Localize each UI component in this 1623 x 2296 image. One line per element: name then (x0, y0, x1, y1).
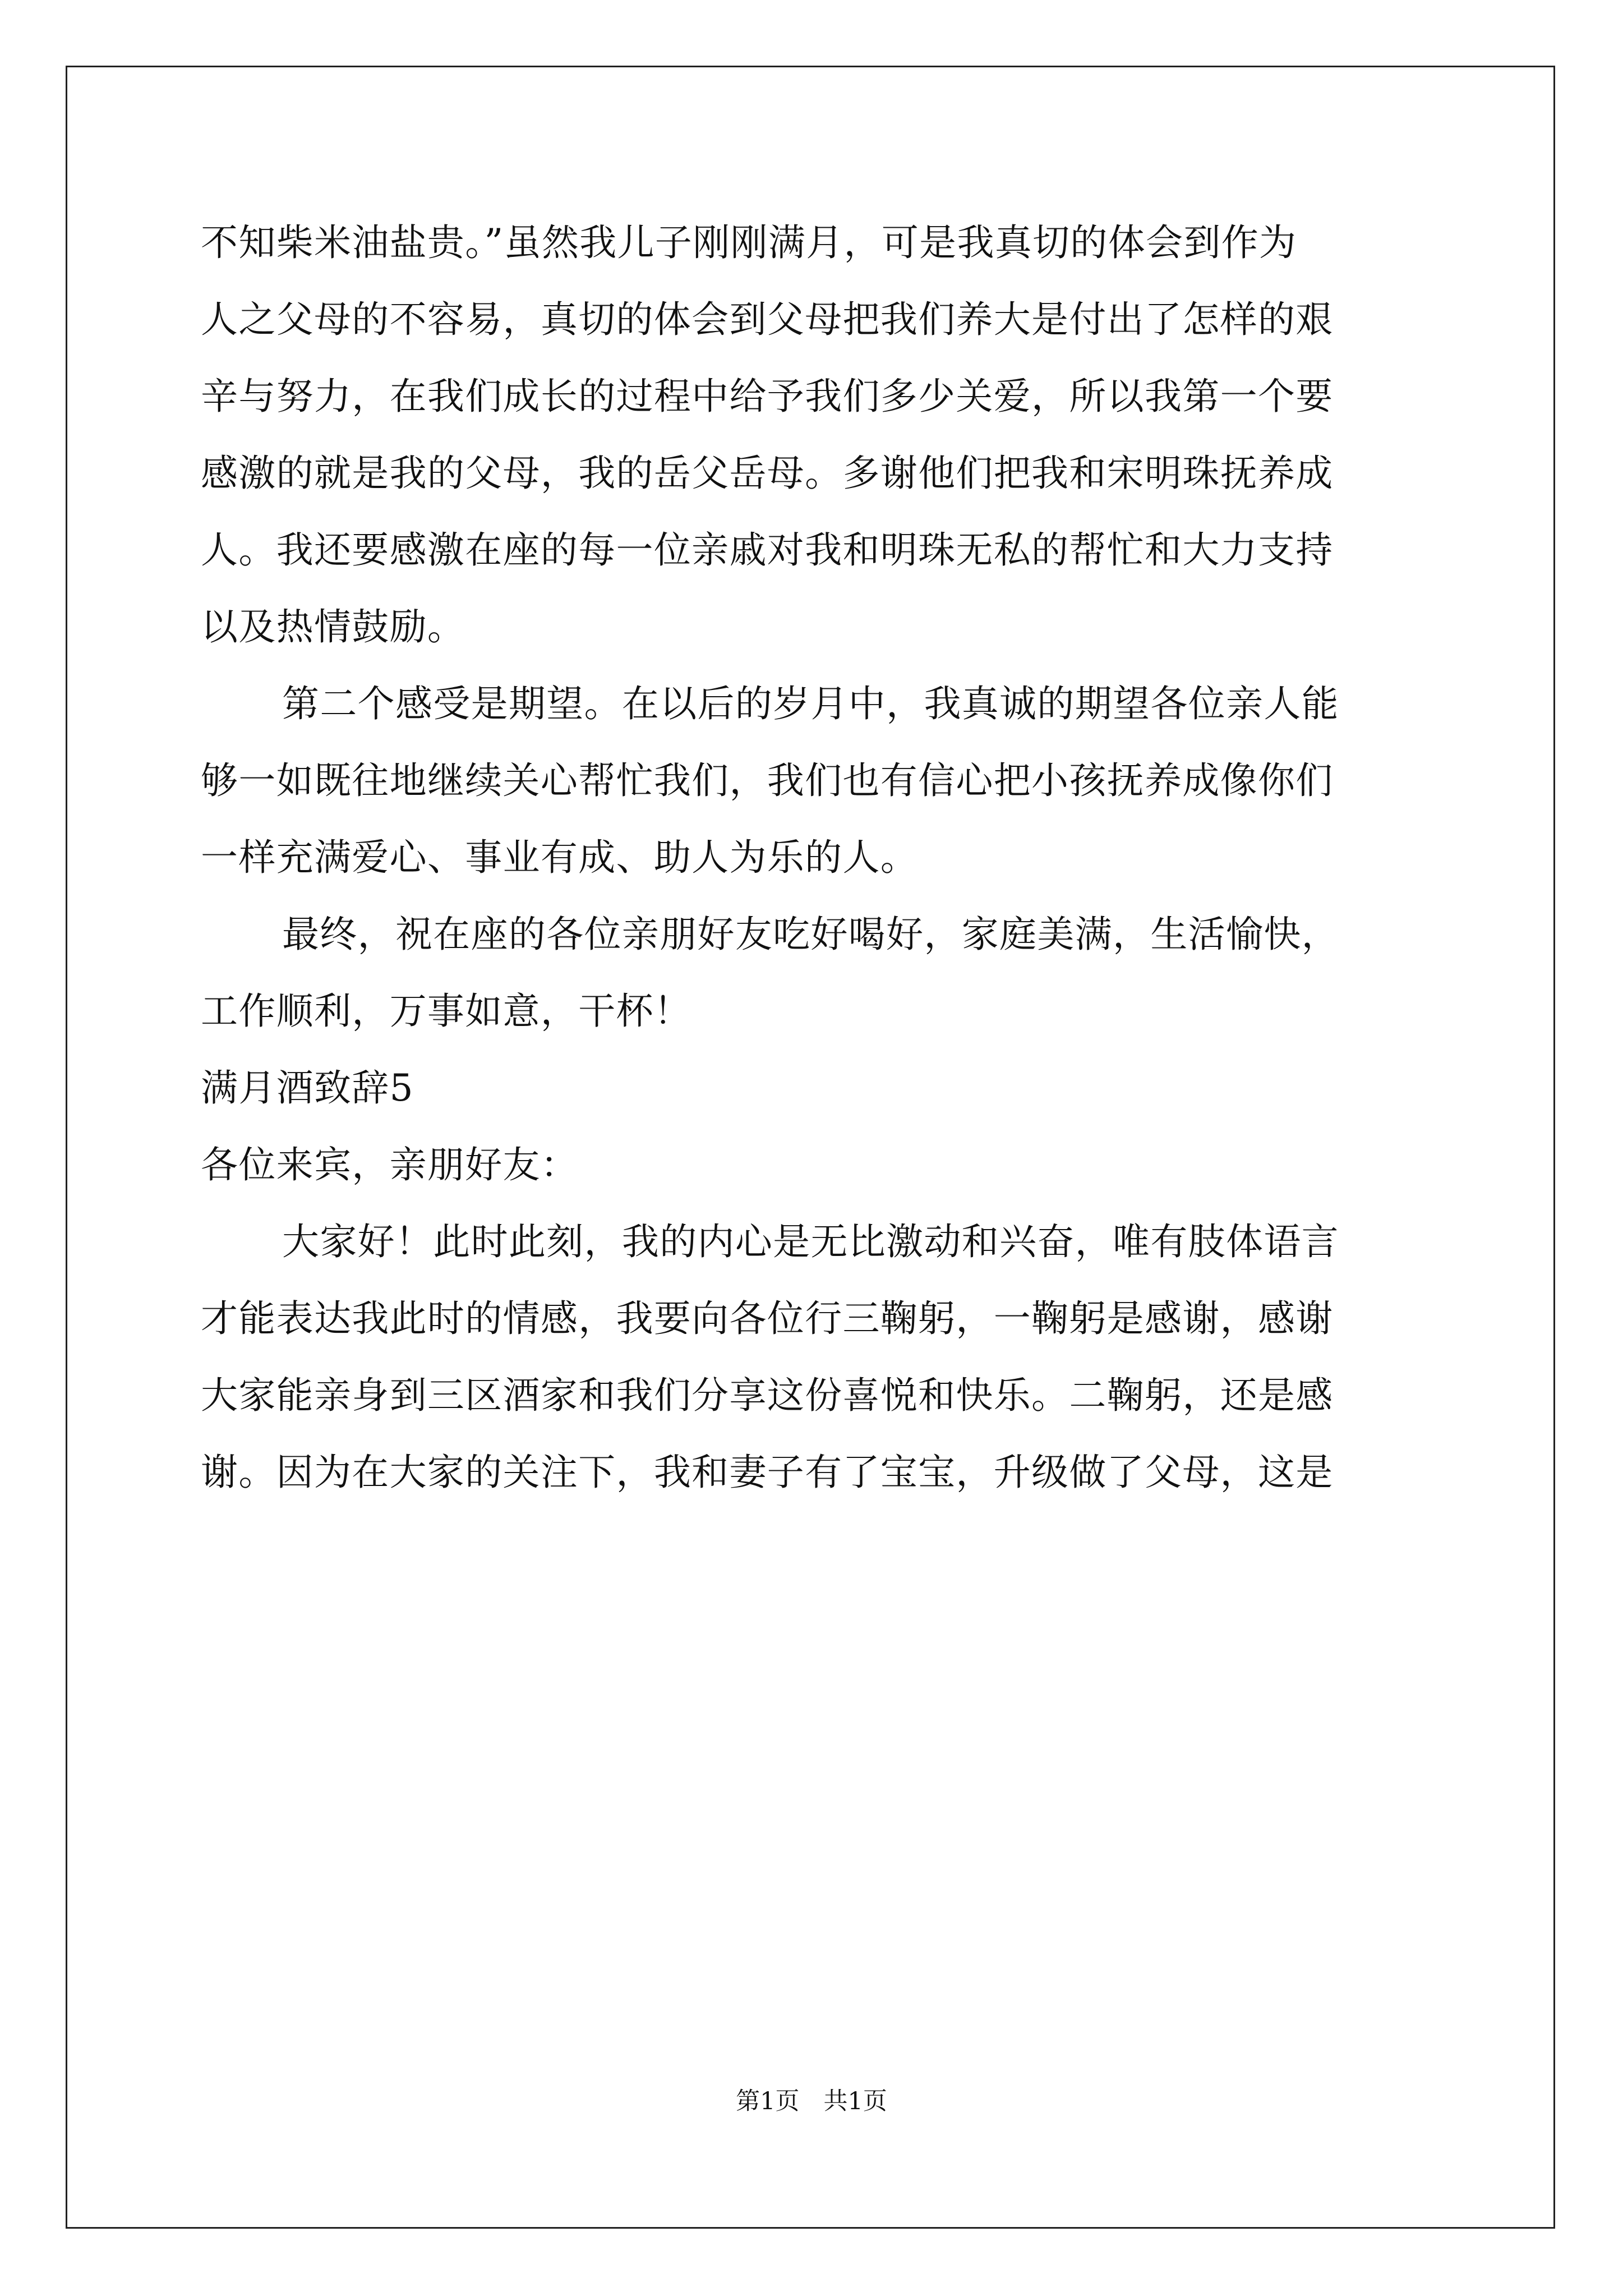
text-line: 够一如既往地继续关心帮忙我们，我们也有信心把小孩抚养成像你们 (201, 759, 1334, 802)
text-line: 谢。因为在大家的关注下，我和妻子有了宝宝，升级做了父母，这是 (201, 1451, 1334, 1494)
text-line: 人之父母的不容易，真切的体会到父母把我们养大是付出了怎样的艰 (201, 298, 1334, 341)
salutation: 各位来宾，亲朋好友： (201, 1143, 579, 1186)
text-line: 才能表达我此时的情感，我要向各位行三鞠躬，一鞠躬是感谢，感谢 (201, 1297, 1334, 1340)
text-line: 第二个感受是期望。在以后的岁月中，我真诚的期望各位亲人能 (282, 682, 1339, 725)
text-line: 以及热情鼓励。 (201, 605, 465, 648)
text-line: 人。我还要感激在座的每一位亲戚对我和明珠无私的帮忙和大力支持 (201, 528, 1334, 572)
text-line: 不知柴米油盐贵。”虽然我儿子刚刚满月，可是我真切的体会到作为 (201, 221, 1297, 264)
text-line: 大家好！此时此刻，我的内心是无比激动和兴奋，唯有肢体语言 (282, 1220, 1339, 1263)
text-line: 辛与努力，在我们成长的过程中给予我们多少关爱，所以我第一个要 (201, 375, 1334, 418)
text-line: 工作顺利，万事如意，干杯！ (201, 990, 692, 1033)
page-footer: 第1页 共1页 (736, 2087, 887, 2115)
text-line: 大家能亲身到三区酒家和我们分享这份喜悦和快乐。二鞠躬，还是感 (201, 1374, 1334, 1417)
text-line: 一样充满爱心、事业有成、助人为乐的人。 (201, 836, 919, 879)
text-line: 最终，祝在座的各位亲朋好友吃好喝好，家庭美满，生活愉快， (282, 913, 1339, 956)
section-heading: 满月酒致辞5 (201, 1066, 414, 1110)
text-line: 感激的就是我的父母，我的岳父岳母。多谢他们把我和宋明珠抚养成 (201, 452, 1334, 495)
